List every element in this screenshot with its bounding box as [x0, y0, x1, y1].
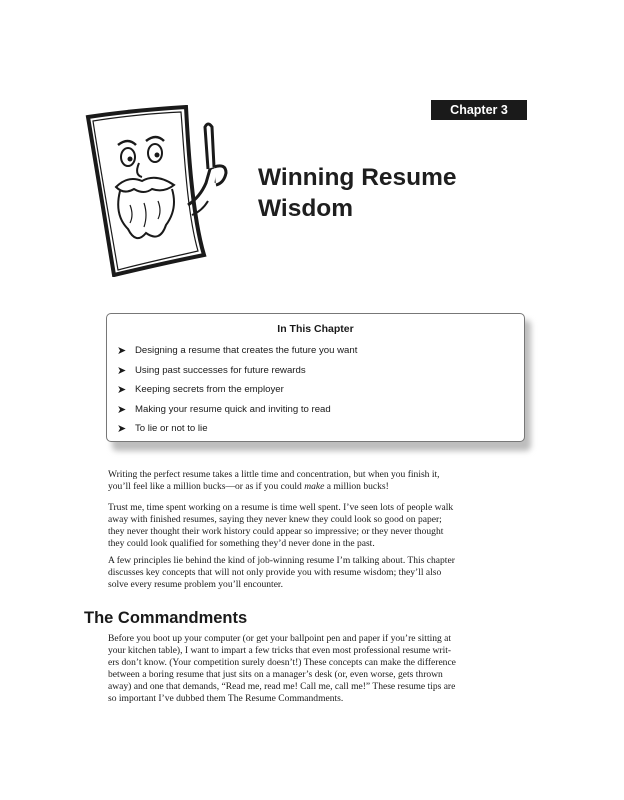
arrow-bullet-icon: ➤	[117, 423, 127, 435]
cartoon-resume-illustration	[84, 105, 236, 277]
list-item: ➤ To lie or not to lie	[117, 423, 208, 435]
in-this-chapter-heading: In This Chapter	[277, 323, 354, 335]
in-this-chapter-box	[106, 313, 525, 442]
in-this-chapter-list	[117, 345, 357, 443]
arrow-bullet-icon: ➤	[117, 384, 127, 396]
chapter-title	[258, 162, 558, 224]
section-heading: The Commandments	[84, 609, 248, 627]
arrow-bullet-icon: ➤	[117, 364, 127, 377]
arrow-bullet-icon: ➤	[117, 345, 127, 357]
chapter-label: Chapter 3	[431, 100, 527, 120]
list-item: ➤ Using past successes for future rewards	[117, 364, 306, 377]
list-item: ➤ Designing a resume that creates the future you want	[117, 345, 358, 357]
arrow-bullet-icon: ➤	[117, 403, 127, 416]
chapter-title-line-2: Wisdom	[258, 195, 354, 222]
section-paragraph: Before you boot up your computer (or get your ballpoint pen and paper if you’re sitting at your kitchen table), I want to impart a few tricks that even most professional resume writ- ers don’t know. (Your competition surely doesn’t!) These concepts can make the difference between a boring resume that just sits on a manager’s desk (or, even worse, gets thrown away) and one that demands, “Read me, read me! Call me, call me!” These resume tips are so important I’ve dubbed them The Resume Commandments.	[108, 633, 456, 704]
list-item: ➤ Making your resume quick and inviting to read	[117, 403, 331, 416]
chapter-title-line-1: Winning Resume	[258, 164, 457, 191]
intro-paragraph-1: Writing the perfect resume takes a little time and concentration, but when you finish it, you’ll feel like a million bucks—or as if you could make a million bucks!	[108, 469, 440, 492]
intro-paragraph-3: A few principles lie behind the kind of job-winning resume I’m talking about. This chapter discusses key concepts that will not only provide you with resume wisdom; they’ll also solve every resume problem you’ll encounter.	[108, 555, 455, 590]
intro-paragraph-2: Trust me, time spent working on a resume is time well spent. I’ve seen lots of people walk away with finished resumes, saying they never knew they could look so good on paper; they never thought their work history could appear so impressive; or they never thought they could look qualified for something they’d never done in the past.	[108, 502, 454, 549]
list-item: ➤ Keeping secrets from the employer	[117, 384, 284, 396]
